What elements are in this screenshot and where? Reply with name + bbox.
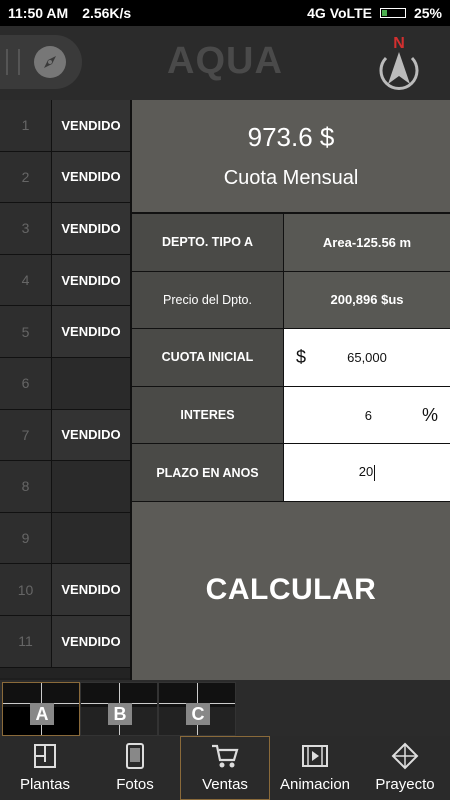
cart-icon: [210, 742, 240, 770]
unit-row[interactable]: [0, 513, 130, 565]
percent-suffix: %: [421, 404, 438, 425]
project-icon: [390, 742, 420, 770]
app-title: AQUA: [167, 40, 283, 82]
tab-animacion-label: Animacion: [279, 776, 351, 793]
unit-number: 2: [0, 152, 52, 203]
row-plazo: [132, 444, 450, 502]
unit-status: VENDIDO: [52, 100, 130, 151]
unit-number: 5: [0, 306, 52, 357]
tab-fotos-label: Fotos: [116, 776, 154, 793]
unit-row[interactable]: [0, 461, 130, 513]
plan-selector: [0, 680, 450, 736]
tab-prayecto[interactable]: [360, 736, 450, 800]
unit-status: VENDIDO: [52, 410, 130, 461]
dollar-prefix: $: [296, 346, 307, 367]
unit-number: 11: [0, 616, 52, 667]
unit-row[interactable]: [0, 410, 130, 462]
unit-status: [52, 358, 130, 409]
row-precio: [132, 272, 450, 330]
unit-row[interactable]: [0, 255, 130, 307]
unit-row[interactable]: [0, 358, 130, 410]
unit-status: VENDIDO: [52, 564, 130, 615]
depto-label: DEPTO. TIPO A: [132, 214, 284, 271]
status-bar: [0, 0, 450, 26]
result-box: [132, 100, 450, 214]
tab-plantas[interactable]: [0, 736, 90, 800]
unit-row[interactable]: [0, 564, 130, 616]
unit-row[interactable]: [0, 100, 130, 152]
plan-c-label: C: [186, 703, 210, 725]
unit-row[interactable]: [0, 616, 130, 668]
tab-animacion[interactable]: [270, 736, 360, 800]
calculator-panel: [130, 100, 450, 680]
tab-plantas-label: Plantas: [19, 776, 71, 793]
unit-status: VENDIDO: [52, 152, 130, 203]
cuota-value: 65,000: [347, 349, 387, 365]
plan-b-label: B: [108, 703, 132, 725]
unit-row[interactable]: [0, 306, 130, 358]
unit-status: VENDIDO: [52, 306, 130, 357]
cuota-inicial-input[interactable]: [284, 329, 450, 386]
plazo-input[interactable]: [284, 444, 450, 501]
row-cuota: [132, 329, 450, 387]
unit-row[interactable]: [0, 203, 130, 255]
app-header: [0, 26, 450, 100]
row-interes: [132, 387, 450, 445]
interes-label: INTERES: [132, 387, 284, 444]
monthly-amount: 973.6 $: [247, 122, 335, 152]
status-network: 4G VoLTE: [307, 5, 372, 21]
unit-number: 8: [0, 461, 52, 512]
unit-number: 7: [0, 410, 52, 461]
film-icon: [300, 742, 330, 770]
status-battery: 25%: [413, 5, 442, 21]
row-depto: [132, 214, 450, 272]
monthly-label: Cuota Mensual: [223, 167, 359, 189]
unit-row[interactable]: [0, 152, 130, 204]
unit-number: 9: [0, 513, 52, 564]
interes-input[interactable]: [284, 387, 450, 444]
unit-list[interactable]: [0, 100, 130, 678]
north-arrow-icon[interactable]: [372, 32, 426, 94]
bottom-tab-bar: [0, 736, 450, 800]
tab-ventas-label: Ventas: [202, 776, 248, 793]
plan-c-button[interactable]: [158, 682, 236, 736]
unit-status: [52, 513, 130, 564]
north-letter: N: [393, 35, 405, 52]
unit-number: 4: [0, 255, 52, 306]
status-time: 11:50 AM: [8, 5, 69, 21]
plazo-label: PLAZO EN ANOS: [132, 444, 284, 501]
plan-a-label: A: [30, 703, 54, 725]
photo-icon: [121, 742, 149, 770]
plan-b-button[interactable]: [80, 682, 158, 736]
unit-status: VENDIDO: [52, 255, 130, 306]
precio-label: Precio del Dpto.: [132, 272, 284, 329]
unit-status: [52, 461, 130, 512]
calcular-button[interactable]: CALCULAR: [205, 573, 377, 607]
plan-a-button[interactable]: [2, 682, 80, 736]
plazo-value: 20: [358, 464, 374, 480]
status-speed: 2.56K/s: [82, 5, 132, 21]
unit-number: 6: [0, 358, 52, 409]
unit-status: VENDIDO: [52, 616, 130, 667]
tab-fotos[interactable]: [90, 736, 180, 800]
unit-number: 3: [0, 203, 52, 254]
unit-status: VENDIDO: [52, 203, 130, 254]
unit-number: 10: [0, 564, 52, 615]
tab-prayecto-label: Prayecto: [375, 776, 435, 793]
interes-value: 6: [364, 407, 372, 423]
unit-number: 1: [0, 100, 52, 151]
area-value: Area-125.56 m: [284, 214, 450, 271]
battery-icon: [380, 8, 406, 18]
tab-ventas[interactable]: [180, 736, 270, 800]
text-caret: [374, 465, 375, 481]
floorplan-icon: [31, 742, 59, 770]
precio-value: 200,896 $us: [284, 272, 450, 329]
cuota-label: CUOTA INICIAL: [132, 329, 284, 386]
